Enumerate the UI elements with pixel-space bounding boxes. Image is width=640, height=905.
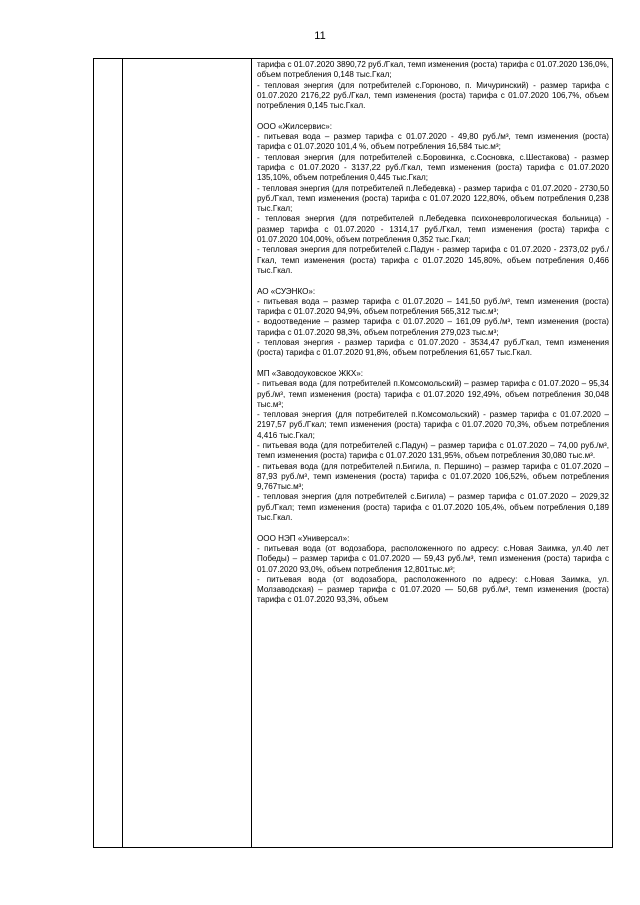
document-table: [93, 58, 613, 848]
tariff-paragraph: - питьевая вода (для потребителей п.Бигила, п. Першино) – размер тарифа с 01.07.2020 – 87,93 руб./м³, темп изменения (роста) тарифа с 01.07.2020 106,52%, объем потребления 9,767тыс.м³;: [257, 461, 609, 492]
tariff-paragraph: - питьевая вода (для потребителей с.Падун) – размер тарифа с 01.07.2020 – 74,00 руб./м³, темп изменения (роста) тарифа с 01.07.2020 131,95%, объем потребления 30,080 тыс.м³.: [257, 440, 609, 461]
paragraph-gap: [257, 523, 609, 533]
tariff-paragraph: - тепловая энергия - размер тарифа с 01.07.2020 - 3534,47 руб./Гкал, темп изменения (роста) тарифа с 01.07.2020 91,8%, объем потребления 61,657 тыс.Гкал.: [257, 338, 609, 358]
column-divider-1: [122, 59, 123, 847]
tariff-paragraph: - тепловая энергия (для потребителей п.Комсомольский) - размер тарифа с 01.07.2020 – 2197,57 руб./Гкал; темп изменения (роста) тарифа с 01.07.2020 70,3%, объем потребления 4,416 тыс.Гкал;: [257, 410, 609, 440]
tariff-paragraph: тарифа с 01.07.2020 3890,72 руб./Гкал, темп изменения (роста) тарифа с 01.07.2020 136,0%, объем потребления 0,148 тыс.Гкал;: [257, 60, 609, 80]
tariff-paragraph: - питьевая вода (для потребителей п.Комсомольский) – размер тарифа с 01.07.2020 – 95,34 руб./м³, темп изменения (роста) тарифа с 01.07.2020 192,49%, объем потребления 30,048 тыс.м³;: [257, 379, 609, 409]
tariff-paragraph: - тепловая энергия (для потребителей с.Боровинка, с.Сосновка, с.Шестакова) - размер тарифа с 01.07.2020 - 3137,22 руб./Гкал, темп изменения (роста) тарифа с 01.07.2020 135,10%, объем потребления 0,445 тыс.Гкал;: [257, 152, 609, 183]
tariff-paragraph: - тепловая энергия для потребителей с.Падун - размер тарифа с 01.07.2020 - 2373,02 руб./Гкал, темп изменения (роста) тарифа с 01.07.2020 145,80%, объем потребления 0,466 тыс.Гкал.: [257, 245, 609, 275]
tariff-paragraph: - тепловая энергия (для потребителей с.Горюново, п. Мичуринский) - размер тарифа с 01.07.2020 2176,22 руб./Гкал, темп изменения (роста) тарифа с 01.07.2020 106,7%, объем потребления 0,145 тыс.Гкал.: [257, 80, 609, 111]
tariff-paragraph: - тепловая энергия (для потребителей п.Лебедевка психоневрологическая больница) - размер тарифа с 01.07.2020 - 1314,17 руб./Гкал, темп изменения (роста) тарифа с 01.07.2020 104,00%, объем потребления 0,352 тыс.Гкал;: [257, 214, 609, 245]
tariff-paragraph: - тепловая энергия (для потребителей п.Лебедевка) - размер тарифа с 01.07.2020 - 2730,50 руб./Гкал, темп изменения (роста) тарифа с 01.07.2020 122,80%, объем потребления 0,238 тыс.Гкал;: [257, 183, 609, 214]
organization-heading: АО «СУЭНКО»:: [257, 286, 316, 296]
column-divider-2: [251, 59, 252, 847]
paragraph-gap: [257, 359, 609, 369]
tariff-paragraph: - питьевая вода – размер тарифа с 01.07.2020 – 141,50 руб./м³, темп изменения (роста) тарифа с 01.07.2020 94,9%, объем потребления 565,312 тыс.м³;: [257, 296, 609, 317]
organization-heading: ООО НЭП «Универсал»:: [257, 533, 350, 543]
paragraph-gap: [257, 111, 609, 121]
tariff-paragraph: - водоотведение – размер тарифа с 01.07.2020 – 161,09 руб./м³, темп изменения (роста) тарифа с 01.07.2020 98,3%, объем потребления 279,023 тыс.м³;: [257, 317, 609, 337]
tariff-paragraph: - питьевая вода – размер тарифа с 01.07.2020 - 49,80 руб./м³, темп изменения (роста) тарифа с 01.07.2020 101,4 %, объем потребления 16,584 тыс.м³;: [257, 132, 609, 152]
organization-heading: ООО «Жилсервис»:: [257, 121, 333, 131]
tariff-text-cell: [257, 60, 609, 606]
page-number: 11: [314, 30, 326, 42]
tariff-paragraph: - тепловая энергия (для потребителей с.Бигила) – размер тарифа с 01.07.2020 – 2029,32 руб./Гкал; темп изменения (роста) тарифа с 01.07.2020 105,4%, объем потребления 0,189 тыс.Гкал.: [257, 492, 609, 523]
tariff-paragraph: - питьевая вода (от водозабора, расположенного по адресу: с.Новая Заимка, ул. Молзаводская) – размер тарифа с 01.07.2020 — 50,68 руб./м³, темп изменения (роста) тарифа с 01.07.2020 93,3%, объем: [257, 574, 609, 605]
organization-heading: МП «Заводоуковское ЖКХ»:: [257, 368, 364, 378]
paragraph-gap: [257, 276, 609, 286]
tariff-paragraph: - питьевая вода (от водозабора, расположенного по адресу: с.Новая Заимка, ул.40 лет Победы) – размер тарифа с 01.07.2020 — 59,43 руб./м³, темп изменения (роста) тарифа с 01.07.2020 93,0%, объем потребления 12,801тыс.м³;: [257, 543, 609, 574]
